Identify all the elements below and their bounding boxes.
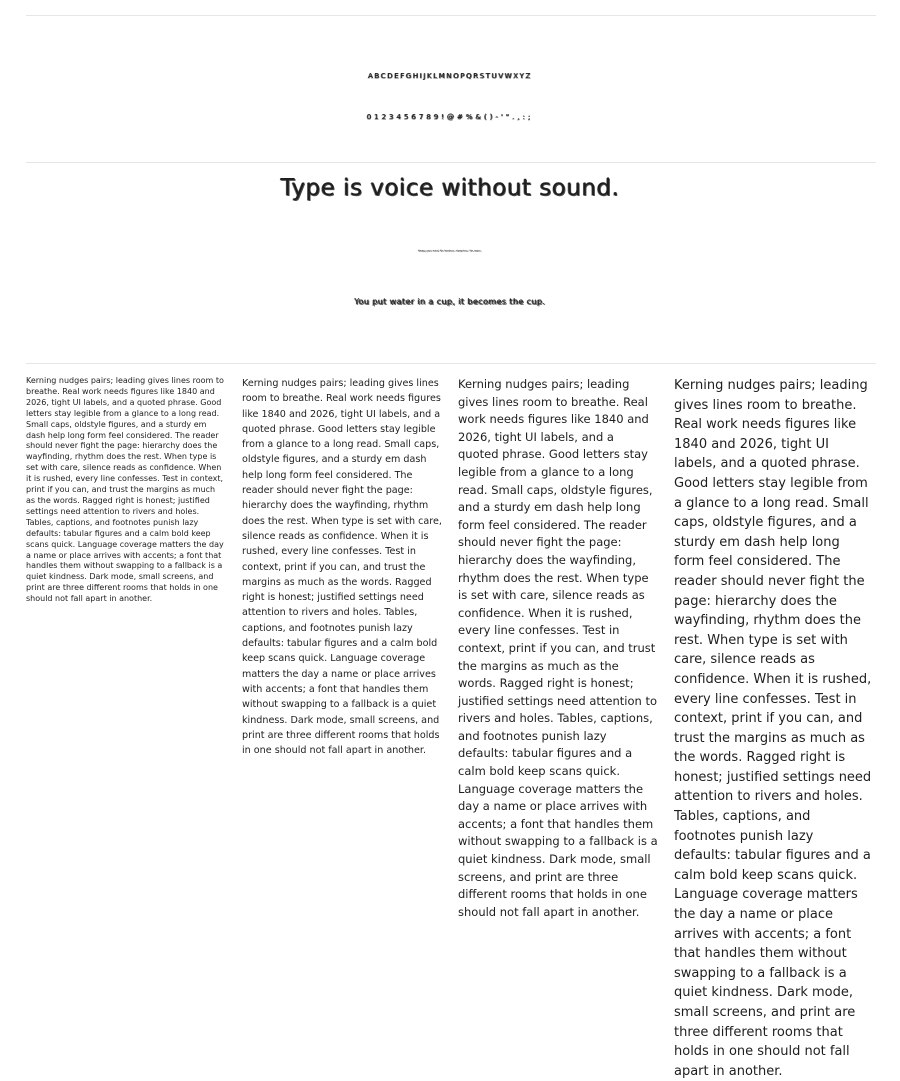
display-line-quote: You put water in a cup, it becomes the cup. [354, 297, 546, 306]
figures-glyph-row: 0123456789!@#%&()-'".,:; [366, 113, 534, 121]
paragraph-sample-medium: Kerning nudges pairs; leading gives lines room to breathe. Real work needs figures like 1840 and 2026, tight UI labels, and a quoted phrase. Good letters stay legible from a glance to a long read. Small caps, oldstyle figures, and a sturdy em dash help long form feel considered. The reader should never fight the page: hierarchy does the wayfinding, rhythm does the rest. When type is set with care, silence reads as confidence. When it is rushed, every line confesses. Test in context, print if you can, and trust the margins as much as the words. Ragged right is honest; justified settings need attention to rivers and holes. Tables, captions, and footnotes punish lazy defaults: tabular figures and a calm bold keep scans quick. Language coverage matters the day a name or place arrives with accents; a font that handles them without swapping to a fallback is a quiet kindness. Dark mode, small screens, and print are three different rooms that holds in one should not fall apart in another. [242, 378, 442, 757]
display-line-medium: Empty your mind. Be formless, shapeless, like water. [418, 250, 482, 252]
display-line-large: Type is voice without sound. [280, 175, 620, 201]
paragraph-sample-large: Kerning nudges pairs; leading gives lines room to breathe. Real work needs figures like 1840 and 2026, tight UI labels, and a quoted phrase. Good letters stay legible from a glance to a long read. Small caps, oldstyle figures, and a sturdy em dash help long form feel considered. The reader should never fight the page: hierarchy does the wayfinding, rhythm does the rest. When type is set with care, silence reads as confidence. When it is rushed, every line confesses. Test in context, print if you can, and trust the margins as much as the words. Ragged right is honest; justified settings need attention to rivers and holes. Tables, captions, and footnotes punish lazy defaults: tabular figures and a calm bold keep scans quick. Language coverage matters the day a name or place arrives with accents; a font that handles them without swapping to a fallback is a quiet kindness. Dark mode, small screens, and print are three different rooms that holds in one should not fall apart in another. [458, 377, 658, 919]
paragraph-sample-small: Kerning nudges pairs; leading gives lines room to breathe. Real work needs figures like 1840 and 2026, tight UI labels, and a quoted phrase. Good letters stay legible from a glance to a long read. Small caps, oldstyle figures, and a sturdy em dash help long form feel considered. The reader should never fight the page: hierarchy does the wayfinding, rhythm does the rest. When type is set with care, silence reads as confidence. When it is rushed, every line confesses. Test in context, print if you can, and trust the margins as much as the words. Ragged right is honest; justified settings need attention to rivers and holes. Tables, captions, and footnotes punish lazy defaults: tabular figures and a calm bold keep scans quick. Language coverage matters the day a name or place arrives with accents; a font that handles them without swapping to a fallback is a quiet kindness. Dark mode, small screens, and print are three different rooms that holds in one should not fall apart in another. [26, 376, 224, 604]
divider-glyphs [26, 162, 876, 163]
divider-top [26, 15, 876, 16]
paragraph-sample-xlarge: Kerning nudges pairs; leading gives lines room to breathe. Real work needs figures like 1840 and 2026, tight UI labels, and a quoted phrase. Good letters stay legible from a glance to a long read. Small caps, oldstyle figures, and a sturdy em dash help long form feel considered. The reader should never fight the page: hierarchy does the wayfinding, rhythm does the rest. When type is set with care, silence reads as confidence. When it is rushed, every line confesses. Test in context, print if you can, and trust the margins as much as the words. Ragged right is honest; justified settings need attention to rivers and holes. Tables, captions, and footnotes punish lazy defaults: tabular figures and a calm bold keep scans quick. Language coverage matters the day a name or place arrives with accents; a font that handles them without swapping to a fallback is a quiet kindness. Dark mode, small screens, and print are three different rooms that holds in one should not fall apart in another. [674, 378, 872, 1079]
uppercase-glyph-row: ABCDEFGHIJKLMNOPQRSTUVWXYZ [368, 72, 532, 80]
divider-display [26, 363, 876, 364]
